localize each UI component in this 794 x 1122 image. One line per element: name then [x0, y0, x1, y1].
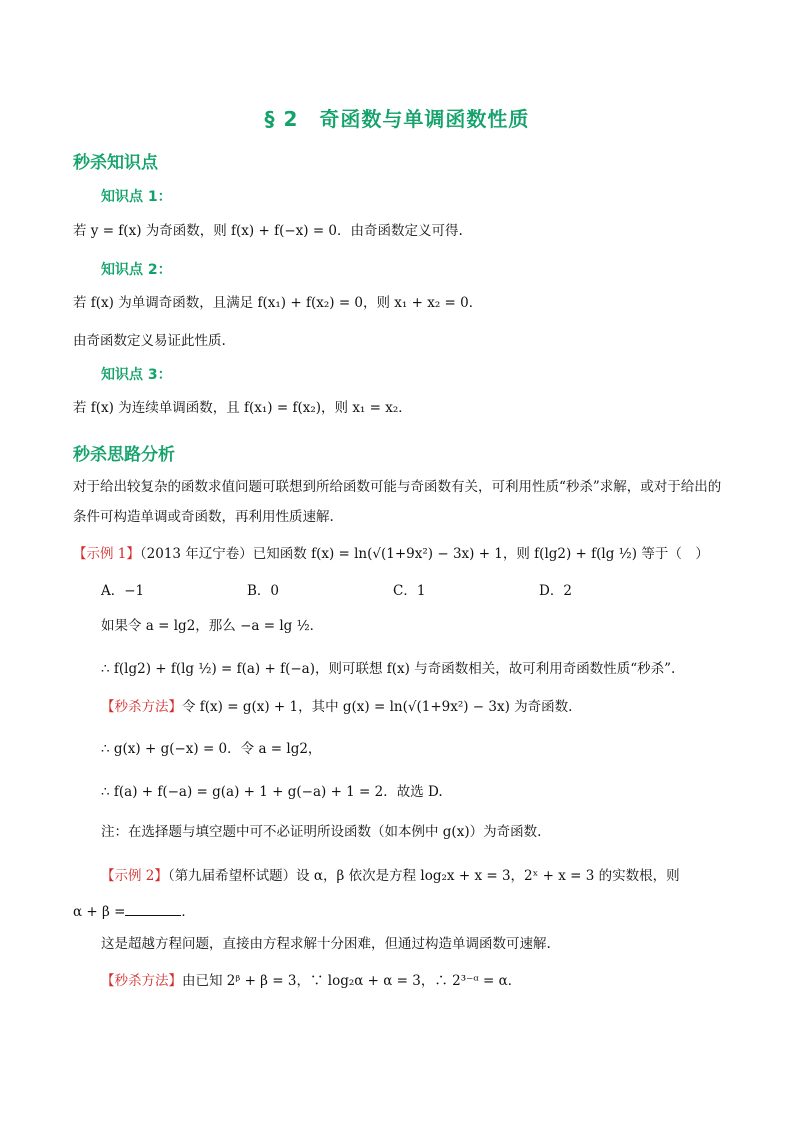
knowledge-point-2-label: 知识点 2： — [101, 262, 172, 278]
example-1-question-line — [73, 544, 734, 564]
section-heading-knowledge: 秒杀知识点 — [73, 153, 158, 173]
example-1-question: （2013 年辽宁卷）已知函数 f(x) = ln(√(1+9x²) − 3x) + 1，则 f(lg2) + f(lg ½) 等于（ ） — [139, 546, 709, 562]
knowledge-point-3-label: 知识点 3： — [101, 367, 172, 383]
example-1-method-tag: 【秒杀方法】 — [101, 699, 182, 715]
choice-c: C．1 — [393, 583, 426, 599]
knowledge-point-3-text: 若 f(x) 为连续单调函数，且 f(x₁) = f(x₂)，则 x₁ = x₂． — [73, 400, 412, 416]
knowledge-point-2-note: 由奇函数定义易证此性质. — [73, 333, 226, 349]
example-2-method-tag: 【秒杀方法】 — [101, 973, 182, 989]
knowledge-point-1-label: 知识点 1： — [101, 189, 172, 205]
example-1-choices — [101, 581, 734, 601]
example-1-line-3: ∴ g(x) + g(−x) = 0．令 a = lg2， — [101, 741, 322, 757]
knowledge-point-1-text: 若 y = f(x) 为奇函数，则 f(x) + f(−x) = 0．由奇函数定义可得. — [73, 223, 463, 239]
example-2-question-line — [101, 866, 734, 886]
example-1-line-4: ∴ f(a) + f(−a) = g(a) + 1 + g(−a) + 1 = 2．故选 D. — [101, 784, 443, 800]
example-2-answer-prefix: α + β = — [73, 904, 126, 920]
example-1-note: 注：在选择题与填空题中可不必证明所设函数（如本例中 g(x)）为奇函数. — [101, 824, 542, 840]
section-heading-analysis: 秒杀思路分析 — [73, 445, 175, 465]
example-1-method: 令 f(x) = g(x) + 1，其中 g(x) = ln(√(1+9x²) − 3x) 为奇函数. — [182, 699, 573, 715]
analysis-intro: 对于给出较复杂的函数求值问题可联想到所给函数可能与奇函数有关，可利用性质“秒杀”求解，或对于给出的条件可构造单调或奇函数，再利用性质速解. — [73, 479, 722, 525]
example-2-line-1: 这是超越方程问题，直接由方程求解十分困难，但通过构造单调函数可速解. — [101, 936, 551, 952]
choice-d: D．2 — [539, 583, 572, 599]
example-2-method: 由已知 2ᵝ + β = 3，∵ log₂α + α = 3，∴ 2³⁻ᵅ = α． — [182, 973, 522, 989]
knowledge-point-2-text: 若 f(x) 为单调奇函数，且满足 f(x₁) + f(x₂) = 0，则 x₁ + x₂ = 0． — [73, 295, 483, 311]
example-2-answer-line — [73, 901, 734, 922]
example-1-line-2: ∴ f(lg2) + f(lg ½) = f(a) + f(−a)，则可联想 f(x) 与奇函数相关，故可利用奇函数性质“秒杀”. — [101, 661, 676, 677]
example-2-answer-suffix: ． — [181, 904, 195, 920]
example-2-question: （第九届希望杯试题）设 α，β 依次是方程 log₂x + x = 3，2ˣ + x = 3 的实数根，则 — [167, 868, 680, 884]
example-2-method-line — [101, 971, 734, 991]
page-title: § 2 奇函数与单调函数性质 — [264, 107, 530, 131]
example-2-tag: 【示例 2】 — [101, 868, 168, 884]
answer-blank — [125, 901, 181, 916]
example-1-method-line — [101, 697, 734, 717]
choice-b: B．0 — [247, 583, 280, 599]
example-1-line-1: 如果令 a = lg2，那么 −a = lg ½． — [101, 618, 324, 634]
choice-a: A．−1 — [101, 583, 145, 599]
example-1-tag: 【示例 1】 — [73, 546, 140, 562]
